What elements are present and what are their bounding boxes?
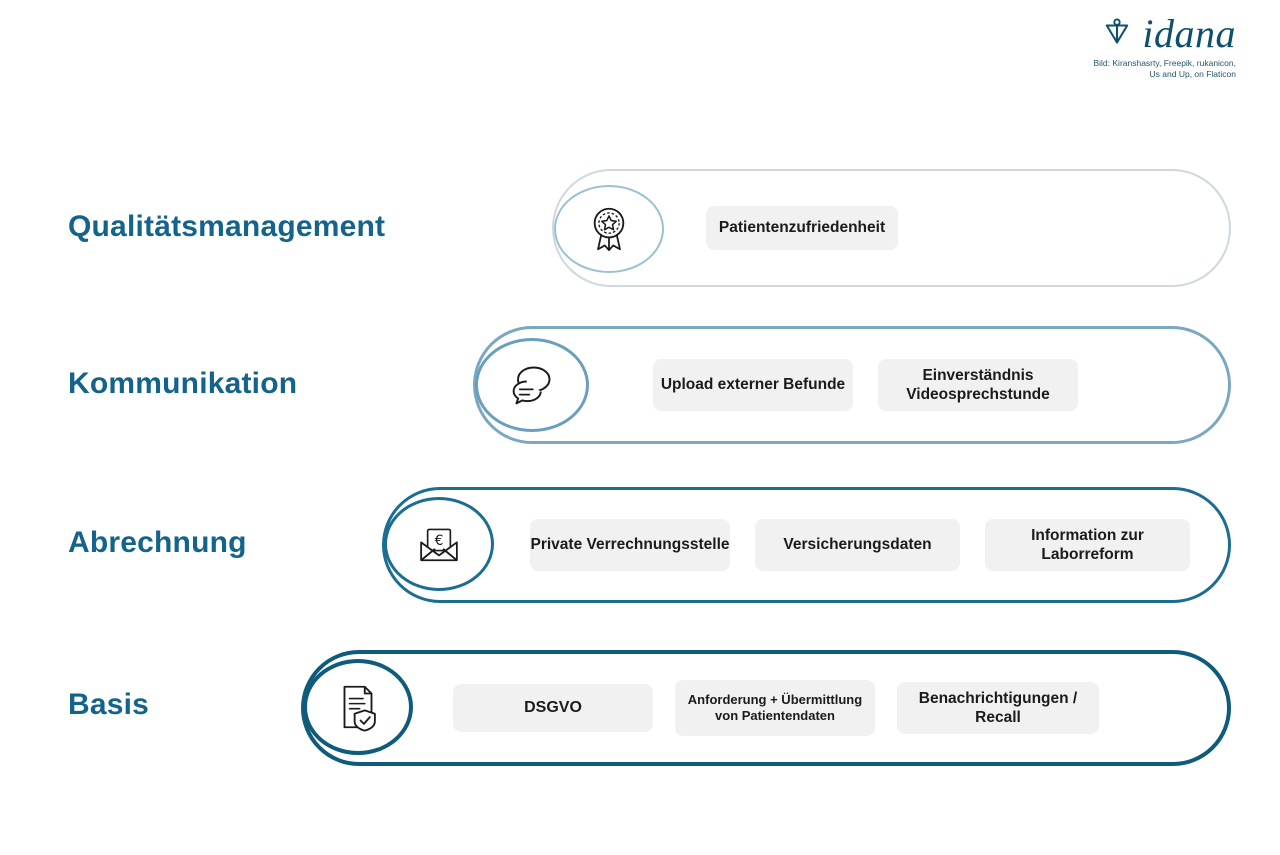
brand-name: idana — [1142, 11, 1236, 56]
row-label-kommunikation: Kommunikation — [68, 367, 298, 400]
chip-versicherungsdaten[interactable]: Versicherungsdaten — [755, 519, 960, 571]
row-bar-abrechnung — [382, 487, 1231, 603]
image-credit-line-2: Us and Up, on Flaticon — [1149, 69, 1236, 79]
chip-private-verrechnungsstelle[interactable]: Private Verrechnungsstelle — [530, 519, 730, 571]
chip-upload-externer-befunde[interactable]: Upload externer Befunde — [653, 359, 853, 411]
quality-award-ribbon-icon — [554, 185, 664, 273]
svg-text:€: € — [434, 532, 444, 549]
chip-anforderung-uebermittlung-patientendaten[interactable]: Anforderung + Übermittlung von Patientendaten — [675, 680, 875, 736]
chip-patientenzufriedenheit[interactable]: Patientenzufriedenheit — [706, 206, 898, 250]
row-chips-abrechnung — [385, 490, 1228, 600]
chip-dsgvo[interactable]: DSGVO — [453, 684, 653, 732]
row-label-qualitaetsmanagement: Qualitätsmanagement — [68, 210, 386, 243]
chip-information-zur-laborreform[interactable]: Information zur Laborreform — [985, 519, 1190, 571]
image-credit-line-1: Bild: Kiranshasrty, Freepik, rukanicon, — [1093, 58, 1236, 68]
row-label-basis: Basis — [68, 688, 150, 721]
row-label-abrechnung: Abrechnung — [68, 526, 247, 559]
speech-bubbles-chat-icon — [475, 338, 589, 432]
row-bar-basis — [301, 650, 1231, 766]
chip-benachrichtigungen-recall[interactable]: Benachrichtigungen / Recall — [897, 682, 1099, 734]
chip-einverstaendnis-videosprechstunde[interactable]: Einverständnis Videosprechstunde — [878, 359, 1078, 411]
document-shield-privacy-icon — [303, 659, 413, 755]
envelope-euro-invoice-icon — [384, 497, 494, 591]
row-chips-basis — [305, 654, 1227, 762]
